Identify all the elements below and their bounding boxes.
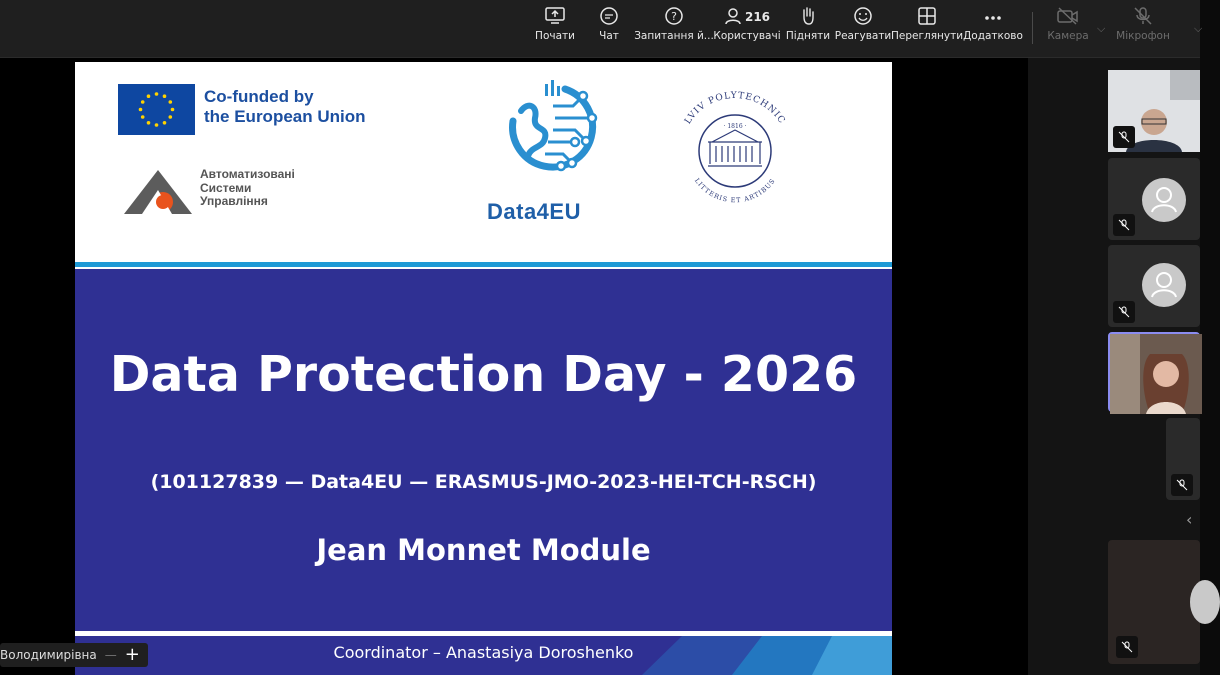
slide-title: Data Protection Day - 2026 xyxy=(109,346,858,403)
raise-hand-button[interactable] xyxy=(785,0,831,58)
mic-off-icon xyxy=(1132,0,1154,30)
mic-off-icon xyxy=(1116,636,1138,658)
qa-button[interactable] xyxy=(636,0,712,58)
participant-count: 216 xyxy=(744,10,771,24)
chat-icon xyxy=(598,0,620,30)
eu-flag-logo xyxy=(118,84,195,135)
raise-hand-icon xyxy=(798,0,818,30)
participant-tile[interactable] xyxy=(1108,540,1200,664)
react-icon xyxy=(852,0,874,30)
mic-button[interactable] xyxy=(1116,0,1170,58)
participant-tile[interactable] xyxy=(1108,245,1200,327)
chip-separator: — xyxy=(104,648,117,662)
mic-off-icon xyxy=(1113,214,1135,236)
qa-label: Запитання й... xyxy=(634,30,714,42)
view-icon xyxy=(917,0,937,30)
seal-university-name: LVIV POLYTECHNIC xyxy=(683,90,787,127)
data4eu-globe-logo xyxy=(493,76,608,201)
presenter-name: Володимирівна xyxy=(0,648,97,662)
seal-year: · 1816 · xyxy=(723,123,747,130)
presenter-name-chip[interactable] xyxy=(0,643,148,667)
presentation-slide xyxy=(75,62,892,675)
meeting-toolbar xyxy=(0,0,1203,58)
eu-text-line2: the European Union xyxy=(204,107,366,126)
mic-label: Мікрофон xyxy=(1116,30,1170,42)
svg-text:?: ? xyxy=(671,10,677,23)
camera-off-icon xyxy=(1056,0,1080,30)
toolbar-divider xyxy=(1032,12,1033,44)
active-speaker-tile[interactable] xyxy=(1108,332,1200,412)
mic-options-chevron-icon[interactable]: ⌵ xyxy=(1194,22,1203,35)
svg-text:LITTERIS ET ARTIBUS xyxy=(693,177,777,205)
camera-button[interactable] xyxy=(1046,0,1090,58)
share-label: Почати xyxy=(535,30,575,42)
eu-text-line1: Co-funded by xyxy=(204,87,314,106)
avatar xyxy=(1142,263,1186,307)
view-button[interactable] xyxy=(890,0,964,58)
eu-cofunded-text xyxy=(204,87,366,127)
react-label: Реагувати xyxy=(834,30,892,42)
mic-off-icon xyxy=(1113,301,1135,323)
svg-text:LVIV POLYTECHNIC xyxy=(683,91,787,126)
react-button[interactable] xyxy=(834,0,892,58)
asu-triangle-logo xyxy=(120,166,195,216)
people-label: Користувачі xyxy=(713,30,781,42)
share-button[interactable] xyxy=(533,0,577,58)
people-icon-wrap xyxy=(724,0,770,30)
share-screen-icon xyxy=(544,0,566,30)
view-label: Переглянути xyxy=(890,30,964,42)
more-icon xyxy=(982,0,1004,30)
participant-video xyxy=(1110,334,1202,414)
asu-line3: Управління xyxy=(200,194,268,208)
avatar xyxy=(1190,580,1220,624)
avatar xyxy=(1142,178,1186,222)
camera-label: Камера xyxy=(1047,30,1089,42)
people-icon xyxy=(724,6,742,26)
mic-off-icon xyxy=(1171,474,1193,496)
camera-options-chevron-icon[interactable]: ⌵ xyxy=(1097,22,1106,35)
qa-icon xyxy=(663,0,685,30)
chat-label: Чат xyxy=(599,30,619,42)
mic-off-icon xyxy=(1113,126,1135,148)
add-icon[interactable]: + xyxy=(124,644,140,665)
more-label: Додатково xyxy=(963,30,1023,42)
coordinator-text: Coordinator – Anastasiya Doroshenko xyxy=(333,643,634,662)
gallery-collapse-chevron-icon[interactable]: ‹ xyxy=(1186,510,1193,529)
asu-line2: Системи xyxy=(200,180,252,195)
participant-tile[interactable] xyxy=(1166,418,1200,500)
people-button[interactable] xyxy=(714,0,780,58)
module-name: Jean Monnet Module xyxy=(316,533,651,567)
slide-header xyxy=(75,62,892,260)
raise-hand-label: Підняти xyxy=(785,30,831,42)
slide-title-panel xyxy=(75,273,892,631)
chat-button[interactable] xyxy=(590,0,628,58)
lviv-polytechnic-seal-logo xyxy=(660,76,810,226)
seal-motto: LITTERIS ET ARTIBUS xyxy=(692,176,778,205)
asu-text xyxy=(200,168,295,209)
participant-video-tile[interactable] xyxy=(1108,70,1200,152)
asu-line1: Автоматизовані xyxy=(200,167,295,181)
participant-tile[interactable] xyxy=(1108,158,1200,240)
more-button[interactable] xyxy=(964,0,1022,58)
data4eu-wordmark: Data4EU xyxy=(487,199,581,224)
project-code: (101127839 — Data4EU — ERASMUS-JMO-2023-HEI-TCH-RSCH) xyxy=(150,471,817,493)
slide-footer xyxy=(75,636,892,675)
header-accent-stripe xyxy=(75,262,892,267)
